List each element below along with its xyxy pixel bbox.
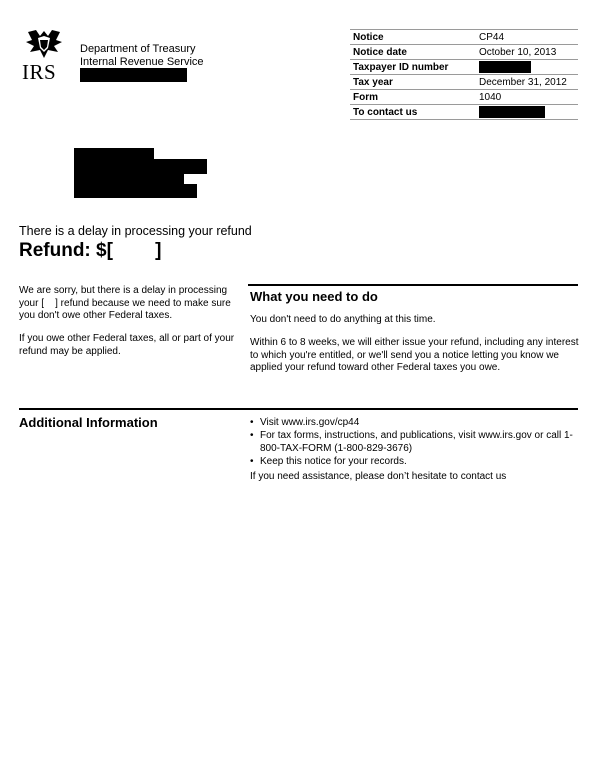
taxpayer-id-label: Taxpayer ID number <box>350 60 476 75</box>
table-row <box>350 105 578 120</box>
delay-heading: There is a delay in processing your refund <box>19 224 252 238</box>
eagle-emblem-icon <box>22 28 66 60</box>
form-label: Form <box>350 90 476 105</box>
taxpayer-id-value <box>476 60 578 75</box>
list-item <box>250 429 580 455</box>
list-item <box>250 455 580 468</box>
table-row <box>350 90 578 105</box>
form-value: 1040 <box>476 90 578 105</box>
refund-amount: Refund: $[ ] <box>19 240 162 261</box>
tax-year-label: Tax year <box>350 75 476 90</box>
irs-logo <box>22 28 66 84</box>
visit-site-text: Visit www.irs.gov/cp44 <box>260 417 360 428</box>
notice-date-label: Notice date <box>350 45 476 60</box>
assistance-text: If you need assistance, please don’t hesitate to contact us <box>250 471 507 482</box>
redacted-address-line <box>74 184 197 198</box>
contact-label: To contact us <box>350 105 476 120</box>
additional-info-list <box>250 416 580 468</box>
keep-notice-text: Keep this notice for your records. <box>260 456 407 467</box>
no-action-paragraph: You don't need to do anything at this time. <box>250 314 436 325</box>
table-row <box>350 30 578 45</box>
irs-wordmark: IRS <box>22 60 57 84</box>
bullet-icon: • <box>250 456 254 467</box>
tax-forms-text: For tax forms, instructions, and publications, visit www.irs.gov or call 1-800-TAX-FORM (1-800-829-3676) <box>260 430 573 454</box>
tax-year-value: December 31, 2012 <box>476 75 578 90</box>
section-divider <box>248 284 578 286</box>
agency-name: Internal Revenue Service <box>80 56 204 68</box>
timeline-paragraph: Within 6 to 8 weeks, we will either issue your refund, including any interest to which you're entitled, or we'll send you a notice letting you know we applied your refund toward other Federal taxes you owe. <box>250 337 579 373</box>
table-row <box>350 45 578 60</box>
notice-info-table <box>350 29 578 120</box>
what-you-need-heading: What you need to do <box>250 289 378 304</box>
owe-taxes-paragraph: If you owe other Federal taxes, all or part of your refund may be applied. <box>19 333 235 357</box>
redacted-address-line <box>80 68 187 82</box>
contact-value <box>476 105 578 120</box>
table-row <box>350 75 578 90</box>
department-name: Department of Treasury <box>80 43 196 55</box>
department-block <box>80 43 204 69</box>
notice-date-value: October 10, 2013 <box>476 45 578 60</box>
redacted-taxpayer-id <box>479 61 531 73</box>
list-item <box>250 416 580 429</box>
redacted-address-line <box>74 159 207 174</box>
table-row <box>350 60 578 75</box>
bullet-icon: • <box>250 430 254 441</box>
notice-value: CP44 <box>476 30 578 45</box>
sorry-paragraph: We are sorry, but there is a delay in processing your [ ] refund because we need to make sure you don't owe other Federal taxes. <box>19 285 234 321</box>
redacted-contact-number <box>479 106 545 118</box>
bullet-icon: • <box>250 417 254 428</box>
additional-info-heading: Additional Information <box>19 415 158 430</box>
section-divider <box>19 408 578 410</box>
notice-label: Notice <box>350 30 476 45</box>
